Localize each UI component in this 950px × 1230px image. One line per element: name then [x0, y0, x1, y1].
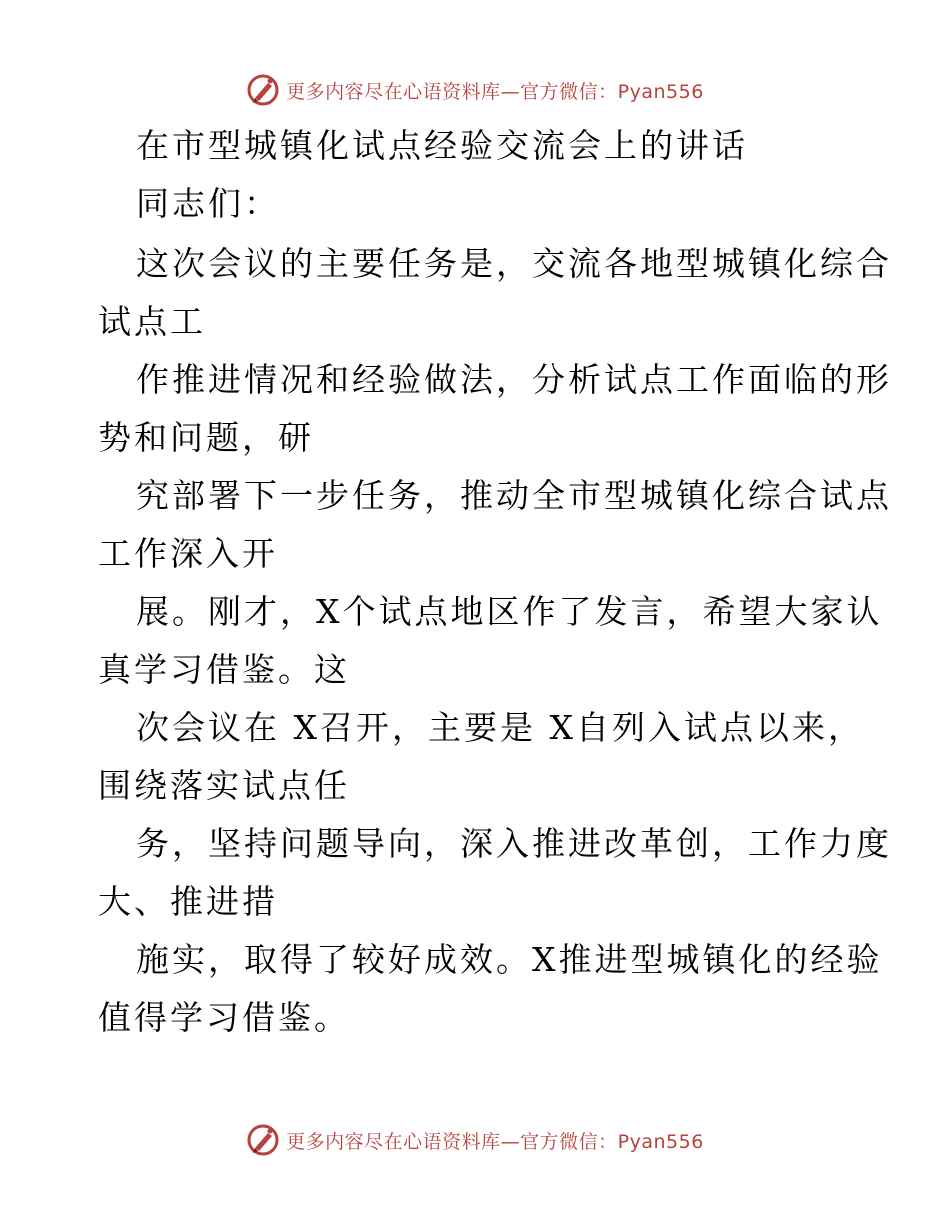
- pen-logo-icon: [246, 73, 280, 107]
- header-banner: [0, 70, 950, 110]
- paragraph-line: 次会议在 X召开，主要是 X自列入试点以来，: [136, 708, 864, 747]
- paragraph-line: 务，坚持问题导向，深入推进改革创，工作力度: [136, 824, 892, 863]
- paragraph-line: 作推进情况和经验做法，分析试点工作面临的形: [136, 360, 892, 399]
- paragraph-line: 势和问题，研: [98, 418, 314, 457]
- paragraph-line: 展。刚才，X个试点地区作了发言，希望大家认: [136, 592, 883, 631]
- paragraph-line: 围绕落实试点任: [98, 766, 350, 805]
- paragraph-line: 究部署下一步任务，推动全市型城镇化综合试点: [136, 476, 892, 515]
- salutation: 同志们：: [136, 184, 280, 223]
- footer-banner: [0, 1120, 950, 1160]
- paragraph-line: 真学习借鉴。这: [98, 650, 350, 689]
- paragraph-line: 施实，取得了较好成效。X推进型城镇化的经验: [136, 940, 883, 979]
- pen-logo-icon: [246, 1123, 280, 1157]
- paragraph-line: 试点工: [98, 302, 206, 341]
- paragraph-line: 值得学习借鉴。: [98, 998, 350, 1037]
- document-title: 在市型城镇化试点经验交流会上的讲话: [136, 126, 748, 165]
- paragraph-line: 工作深入开: [98, 534, 278, 573]
- paragraph-line: 这次会议的主要任务是，交流各地型城镇化综合: [136, 244, 892, 283]
- paragraph-line: 大、推进措: [98, 882, 278, 921]
- banner-text: 更多内容尽在心语资料库—官方微信：Pyan556: [286, 1130, 704, 1153]
- banner-text: 更多内容尽在心语资料库—官方微信：Pyan556: [286, 80, 704, 103]
